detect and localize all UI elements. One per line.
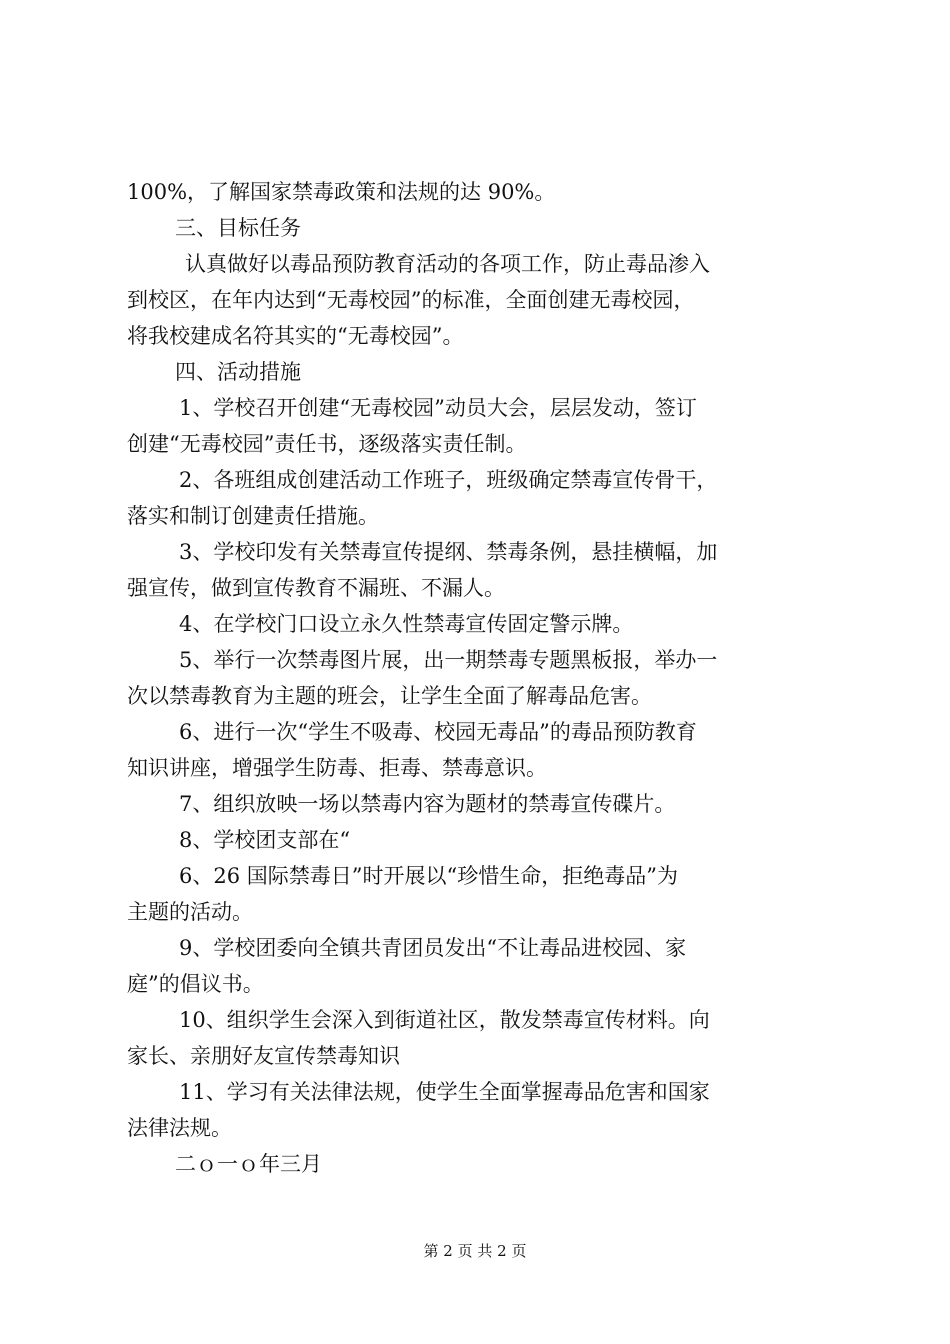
list-item-line: 4、在学校门口设立永久性禁毒宣传固定警示牌。 [179, 612, 634, 636]
paragraph-line: 将我校建成名符其实的“无毒校园”。 [127, 324, 464, 348]
list-item-line: 庭”的倡议书。 [127, 972, 264, 996]
paragraph-line: 认真做好以毒品预防教育活动的各项工作，防止毒品渗入 [185, 252, 710, 276]
paragraph-line: 到校区，在年内达到“无毒校园”的标准，全面创建无毒校园， [127, 288, 695, 312]
list-item-line: 落实和制订创建责任措施。 [127, 504, 379, 528]
paragraph-line: 100%，了解国家禁毒政策和法规的达 90%。 [127, 180, 556, 204]
list-item-line: 次以禁毒教育为主题的班会，让学生全面了解毒品危害。 [127, 684, 652, 708]
list-item-line: 9、学校团委向全镇共青团员发出“不让毒品进校园、家 [179, 936, 687, 960]
list-item-line: 6、26 国际禁毒日”时开展以“珍惜生命，拒绝毒品”为 [179, 864, 678, 888]
list-item-line: 7、组织放映一场以禁毒内容为题材的禁毒宣传碟片。 [179, 792, 676, 816]
list-item-line: 8、学校团支部在“ [179, 828, 351, 852]
list-item-line: 10、组织学生会深入到街道社区，散发禁毒宣传材料。向 [179, 1008, 710, 1032]
list-item-line: 强宣传，做到宣传教育不漏班、不漏人。 [127, 576, 505, 600]
list-item-line: 家长、亲朋好友宣传禁毒知识 [127, 1044, 400, 1068]
list-item-line: 1、学校召开创建“无毒校园”动员大会，层层发动，签订 [179, 396, 697, 420]
list-item-line: 6、进行一次“学生不吸毒、校园无毒品”的毒品预防教育 [179, 720, 697, 744]
list-item-line: 主题的活动。 [127, 900, 253, 924]
list-item-line: 知识讲座，增强学生防毒、拒毒、禁毒意识。 [127, 756, 547, 780]
list-item-line: 2、各班组成创建活动工作班子，班级确定禁毒宣传骨干， [179, 468, 718, 492]
document-date: 二ｏ一ｏ年三月 [175, 1152, 322, 1176]
page-footer [0, 1241, 950, 1261]
list-item-line: 5、举行一次禁毒图片展，出一期禁毒专题黑板报，举办一 [179, 648, 718, 672]
list-item-line: 11、学习有关法律法规，使学生全面掌握毒品危害和国家 [179, 1080, 710, 1104]
document-body [127, 174, 827, 1182]
page-number: 第 2 页 共 2 页 [423, 1242, 527, 1260]
section-heading: 四、活动措施 [175, 360, 301, 384]
list-item-line: 创建“无毒校园”责任书，逐级落实责任制。 [127, 432, 527, 456]
list-item-line: 法律法规。 [127, 1116, 232, 1140]
section-heading: 三、目标任务 [175, 216, 301, 240]
list-item-line: 3、学校印发有关禁毒宣传提纲、禁毒条例，悬挂横幅，加 [179, 540, 718, 564]
